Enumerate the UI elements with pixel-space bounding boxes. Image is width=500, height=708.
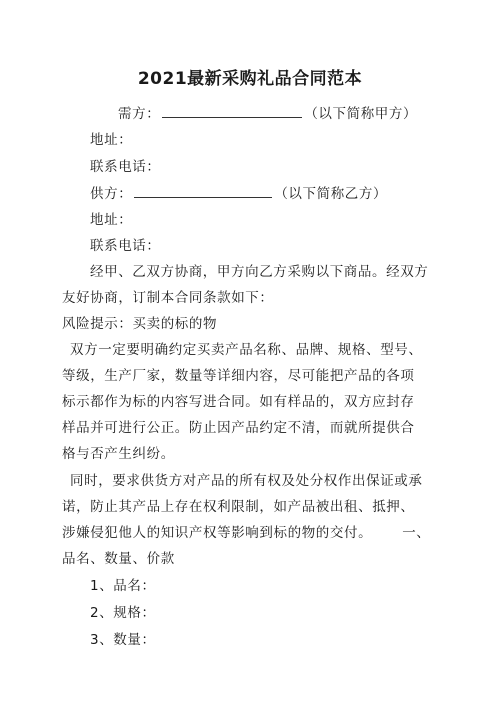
risk-heading: 风险提示：买卖的标的物 (62, 316, 218, 332)
buyer-line (118, 103, 417, 124)
section-title: 品名、数量、价款 (62, 551, 175, 567)
seller-suffix: （以下简称乙方） (274, 186, 388, 202)
buyer-phone-label: 联系电话： (90, 159, 161, 175)
risk-paragraph-text: 涉嫌侵犯他人的知识产权等影响到标的物的交付。 (62, 525, 373, 541)
document-title: 2021最新采购礼品合同范本 (137, 69, 363, 89)
section-number: 一、 (402, 525, 431, 541)
seller-blank (134, 183, 272, 198)
buyer-address-label: 地址： (90, 132, 133, 148)
risk-paragraph-line: 双方一定要明确约定买卖产品名称、品牌、规格、型号、 (70, 342, 423, 358)
intro-line: 友好协商，订制本合同条款如下： (62, 290, 274, 306)
seller-address-label: 地址： (90, 212, 133, 228)
intro-line: 经甲、乙双方协商，甲方向乙方采购以下商品。经双方 (90, 264, 429, 280)
seller-line (90, 183, 387, 204)
buyer-suffix: （以下简称甲方） (304, 106, 418, 122)
seller-label: 供方： (90, 186, 133, 202)
buyer-blank (162, 103, 302, 118)
risk-paragraph-line: 诺，防止其产品上存在权利限制，如产品被出租、抵押、 (62, 499, 415, 515)
item-specification: 2、规格： (90, 605, 156, 621)
risk-paragraph-line: 标示都作为标的内容写进合同。如有样品的，双方应封存 (62, 394, 415, 410)
item-quantity: 3、数量： (90, 632, 156, 648)
seller-phone-label: 联系电话： (90, 238, 161, 254)
risk-paragraph-line: 等级，生产厂家，数量等详细内容，尽可能把产品的各项 (62, 368, 415, 384)
risk-paragraph-line: 样品并可进行公正。防止因产品约定不清，而就所提供合 (62, 420, 415, 436)
risk-paragraph-line: 同时，要求供货方对产品的所有权及处分权作出保证或承 (70, 473, 423, 489)
buyer-label: 需方： (118, 106, 161, 122)
item-product-name: 1、品名： (90, 578, 156, 594)
risk-paragraph-line: 格与否产生纠纷。 (62, 446, 175, 462)
risk-paragraph-line (62, 523, 430, 543)
